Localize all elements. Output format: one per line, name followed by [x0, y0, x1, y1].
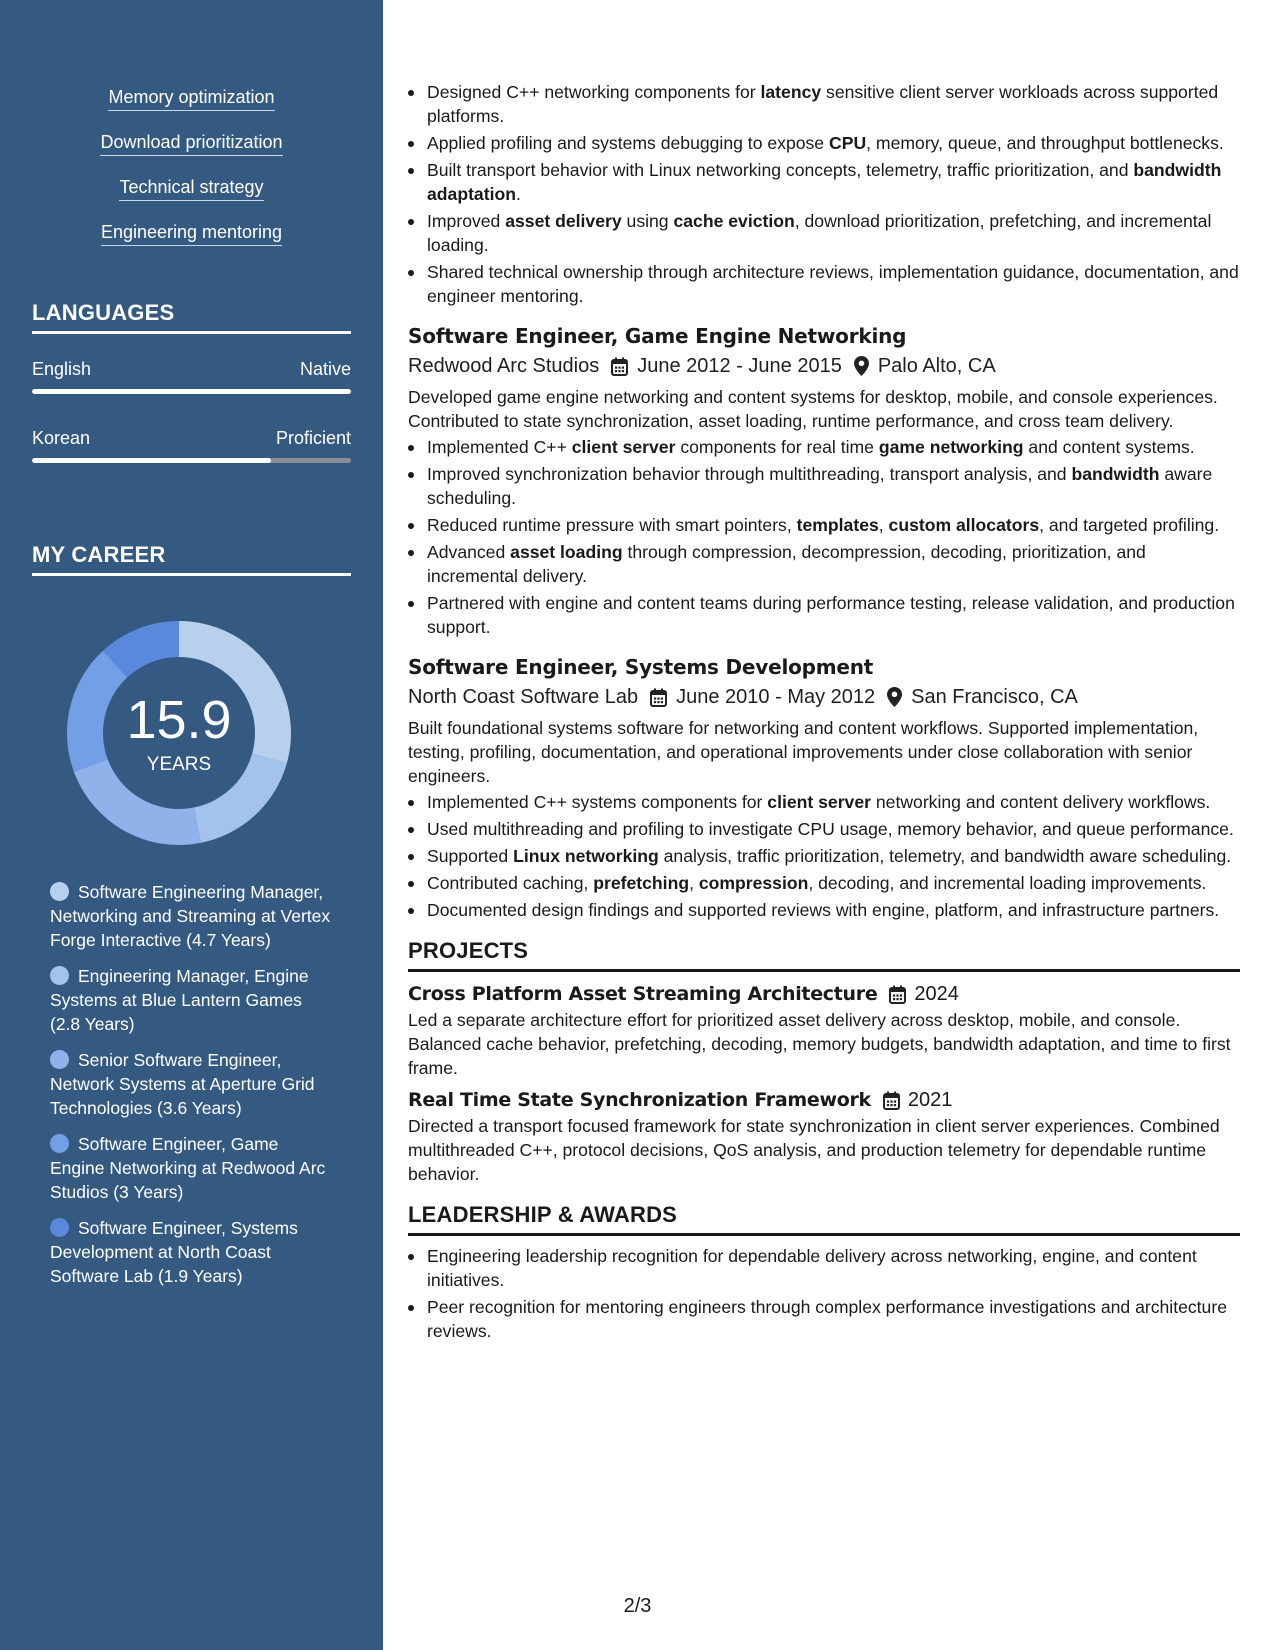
- job-title: Software Engineer, Game Engine Networking: [408, 324, 907, 348]
- legend-dot-icon: [50, 1218, 69, 1237]
- language-bar: [32, 458, 351, 463]
- skill-item: Download prioritization: [0, 131, 383, 176]
- calendar-icon: [883, 1091, 900, 1110]
- bullet-item: Implemented C++ systems components for client server networking and content delivery workflows.: [408, 790, 1240, 814]
- bullet-item: Built transport behavior with Linux networking concepts, telemetry, traffic prioritization, and bandwidth adaptation.: [408, 158, 1240, 206]
- job-location: San Francisco, CA: [911, 686, 1078, 708]
- bullet-item: Documented design findings and supported reviews with engine, platform, and infrastructure partners.: [408, 898, 1240, 922]
- language-bar-fill: [32, 458, 271, 463]
- main-content: [408, 80, 1240, 1346]
- page-number: 2/3: [623, 1595, 652, 1617]
- job-company: North Coast Software Lab: [408, 686, 639, 708]
- language-level: Native: [299, 359, 351, 379]
- awards-heading: LEADERSHIP & AWARDS: [408, 1202, 1240, 1236]
- sidebar: [0, 0, 383, 1650]
- location-pin-icon: [887, 687, 902, 707]
- project-year: 2024: [914, 983, 959, 1005]
- project-description: Directed a transport focused framework for state synchronization in client server experiences. Combined multithreaded C++, protocol decisions, QoS analysis, and production telemetry for dependable runtime behavior.: [408, 1116, 1220, 1184]
- project-title-row: [408, 1086, 1240, 1114]
- career-legend: [50, 880, 335, 1300]
- career-legend-item: Software Engineering Manager, Networking and Streaming at Vertex Forge Interactive (4.7 Years): [50, 882, 331, 950]
- job-description: Developed game engine networking and content systems for desktop, mobile, and console experiences. Contributed to state synchronization, asset loading, runtime performance, and cross team delivery.: [408, 387, 1218, 431]
- job-title: Software Engineer, Systems Development: [408, 655, 874, 679]
- bullet-item: Improved asset delivery using cache eviction, download prioritization, prefetching, and incremental loading.: [408, 209, 1240, 257]
- job-dates: June 2012 - June 2015: [637, 355, 842, 377]
- career-years-label: YEARS: [146, 754, 212, 775]
- legend-dot-icon: [50, 1050, 69, 1069]
- skill-item: Technical strategy: [0, 176, 383, 221]
- job-meta: [408, 682, 1240, 712]
- language-name: Korean: [32, 428, 91, 448]
- language-row: [32, 359, 351, 380]
- job-company: Redwood Arc Studios: [408, 355, 600, 377]
- calendar-icon: [650, 688, 667, 707]
- career-legend-item: Engineering Manager, Engine Systems at Blue Lantern Games (2.8 Years): [50, 966, 309, 1034]
- project-title-row: [408, 980, 1240, 1008]
- award-item: Peer recognition for mentoring engineers through complex performance investigations and architecture reviews.: [408, 1295, 1240, 1343]
- project-title: Real Time State Synchronization Framework: [408, 1089, 871, 1111]
- job-dates: June 2010 - May 2012: [676, 686, 876, 708]
- bullet-item: Applied profiling and systems debugging to expose CPU, memory, queue, and throughput bottlenecks.: [408, 131, 1240, 155]
- projects-heading: PROJECTS: [408, 938, 1240, 972]
- project-description: Led a separate architecture effort for prioritized asset delivery across desktop, mobile, and console. Balanced cache behavior, prefetching, decoding, memory budgets, bandwidth adaptation, and time to first frame.: [408, 1010, 1231, 1078]
- legend-dot-icon: [50, 966, 69, 985]
- calendar-icon: [889, 985, 906, 1004]
- bullet-item: Advanced asset loading through compression, decompression, decoding, prioritization, and incremental delivery.: [408, 540, 1240, 588]
- career-legend-item: Software Engineer, Systems Development at North Coast Software Lab (1.9 Years): [50, 1218, 298, 1286]
- job-meta: [408, 351, 1240, 381]
- bullet-item: Partnered with engine and content teams during performance testing, release validation, and production support.: [408, 591, 1240, 639]
- skill-item: Memory optimization: [0, 86, 383, 131]
- language-bar-fill: [32, 389, 351, 394]
- language-bar: [32, 389, 351, 394]
- bullet-item: Implemented C++ client server components for real time game networking and content systems.: [408, 435, 1240, 459]
- legend-dot-icon: [50, 882, 69, 901]
- legend-dot-icon: [50, 1134, 69, 1153]
- bullet-item: Improved synchronization behavior through multithreading, transport analysis, and bandwidth aware scheduling.: [408, 462, 1240, 510]
- languages-heading: LANGUAGES: [32, 300, 351, 334]
- job-entry: [408, 653, 1240, 922]
- job-description: Built foundational systems software for networking and content workflows. Supported implementation, testing, profiling, documentation, and operational improvements under close collaboration with senior engineers.: [408, 718, 1199, 786]
- location-pin-icon: [854, 356, 869, 376]
- award-item: Engineering leadership recognition for dependable delivery across networking, engine, and content initiatives.: [408, 1244, 1240, 1292]
- job-bullets: [408, 435, 1240, 639]
- career-heading: MY CAREER: [32, 542, 351, 576]
- skill-item: Engineering mentoring: [0, 221, 383, 266]
- bullet-item: Shared technical ownership through architecture reviews, implementation guidance, documentation, and engineer mentoring.: [408, 260, 1240, 308]
- project-title: Cross Platform Asset Streaming Architecture: [408, 983, 878, 1005]
- project-entry: [408, 980, 1240, 1080]
- skills-list: [0, 86, 383, 266]
- awards-list: [408, 1244, 1240, 1343]
- bullet-item: Supported Linux networking analysis, traffic prioritization, telemetry, and bandwidth aware scheduling.: [408, 844, 1240, 868]
- language-row: [32, 428, 351, 449]
- intro-bullets: [408, 80, 1240, 308]
- job-bullets: [408, 790, 1240, 922]
- project-entry: [408, 1086, 1240, 1186]
- language-name: English: [32, 359, 92, 379]
- calendar-icon: [611, 357, 628, 376]
- job-entry: [408, 322, 1240, 639]
- career-legend-item: Software Engineer, Game Engine Networking at Redwood Arc Studios (3 Years): [50, 1134, 326, 1202]
- bullet-item: Used multithreading and profiling to investigate CPU usage, memory behavior, and queue performance.: [408, 817, 1240, 841]
- bullet-item: Contributed caching, prefetching, compression, decoding, and incremental loading improvements.: [408, 871, 1240, 895]
- career-legend-item: Senior Software Engineer, Network Systems at Aperture Grid Technologies (3.6 Years): [50, 1050, 315, 1118]
- language-level: Proficient: [275, 428, 351, 448]
- bullet-item: Designed C++ networking components for latency sensitive client server workloads across supported platforms.: [408, 80, 1240, 128]
- project-year: 2021: [907, 1089, 953, 1111]
- career-total-years: 15.9: [126, 690, 232, 750]
- job-location: Palo Alto, CA: [877, 355, 996, 377]
- bullet-item: Reduced runtime pressure with smart pointers, templates, custom allocators, and targeted profiling.: [408, 513, 1240, 537]
- career-donut-chart: [66, 620, 292, 846]
